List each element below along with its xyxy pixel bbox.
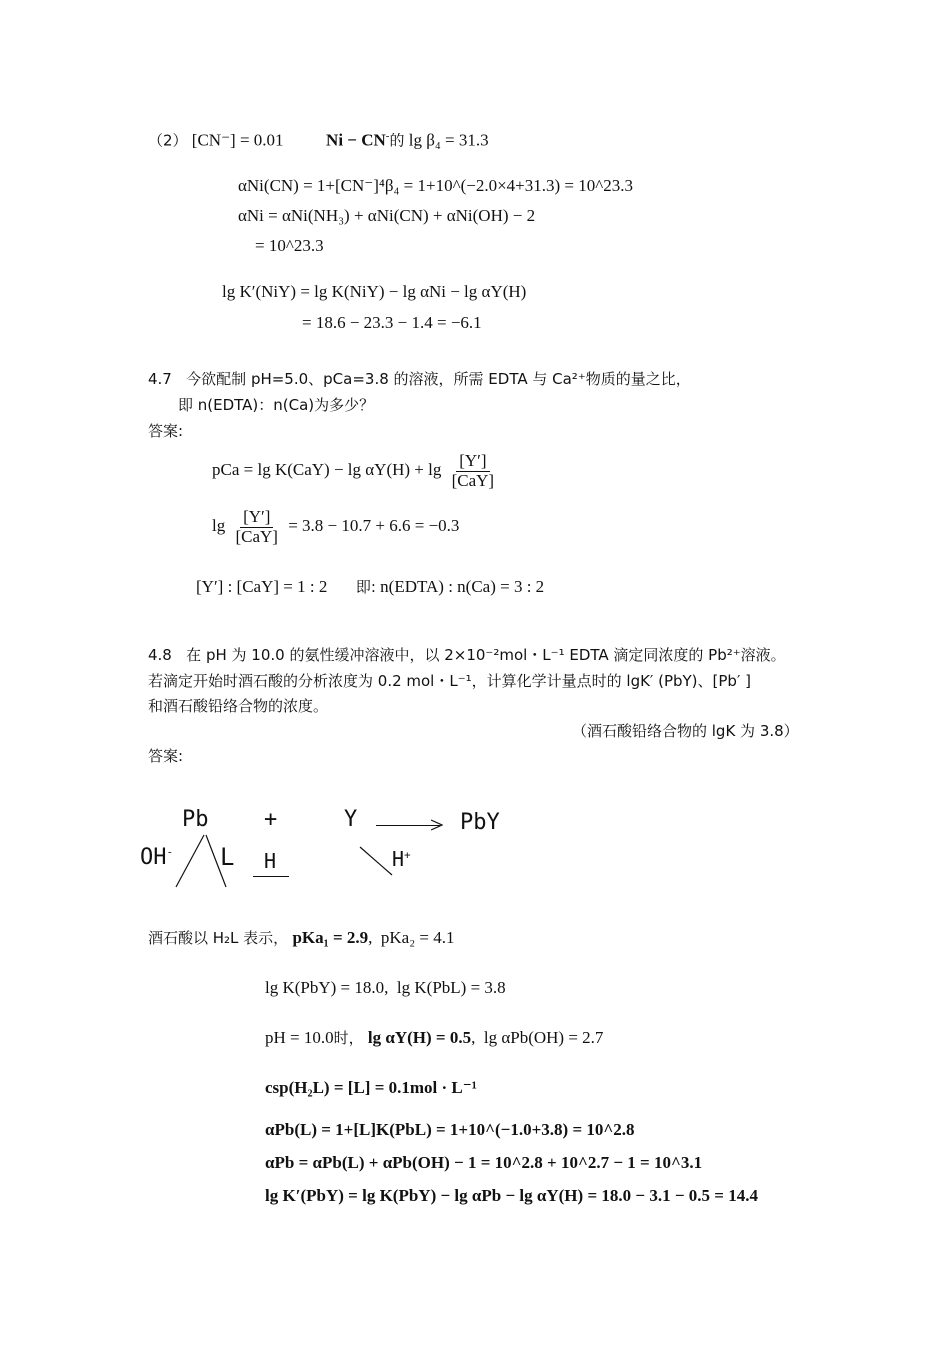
pca-lhs: pCa = lg K(CaY) − lg αY(H) + lg	[212, 460, 442, 480]
oh-text: OH	[140, 845, 167, 870]
lg-label: lg	[212, 516, 226, 536]
h-plus-text: H	[392, 847, 405, 871]
csp-equation: csp(H₂L) = [L] = 0.1mol · L⁻¹	[265, 1078, 477, 1097]
de-label: 的	[389, 131, 405, 150]
y-over-cay-fraction-2	[232, 508, 280, 546]
pka1-value: pKa₁ = 2.9	[292, 928, 369, 947]
h-plus-label	[392, 847, 411, 871]
question-4-8-line2: 若滴定开始时酒石酸的分析浓度为 0.2 mol・L⁻¹，计算化学计量点时的 lgK′ (PbY)、[Pb′ ]	[148, 672, 751, 690]
lg-alpha-pboh: lg αPb(OH) = 2.7	[483, 1028, 604, 1047]
tartaric-acid-line: 酒石酸以 H₂L 表示， pKa₁ = 2.9, pKa₂ = 4.1	[148, 928, 455, 947]
alpha-pbl-equation: αPb(L) = 1+[L]K(PbL) = 1+10^(−1.0+3.8) = 10^2.8	[265, 1120, 635, 1139]
ni-cn-sup: -	[385, 130, 390, 142]
ni-cn-label: Ni − CN	[326, 130, 386, 150]
y-cay-ratio: [Y′] : [CaY] = 1 : 2	[196, 577, 328, 596]
alpha-ni-sum-equation: αNi = αNi(NH₃) + αNi(CN) + αNi(OH) − 2	[238, 206, 536, 225]
part2-line1	[148, 130, 489, 151]
question-4-8-line1	[148, 646, 786, 664]
pca-equation	[212, 452, 500, 490]
alpha-ni-result: = 10^23.3	[255, 236, 324, 255]
ratio-line	[196, 577, 544, 597]
pby-label: PbY	[460, 810, 500, 835]
plus-sign: +	[264, 807, 278, 832]
oh-label	[140, 845, 173, 871]
lgk-niy-result: = 18.6 − 23.3 − 1.4 = −6.1	[302, 313, 482, 332]
oh-charge: -	[166, 845, 174, 859]
lgk-pbl: lg K(PbL) = 3.8	[396, 978, 506, 997]
answer-label-4-7: 答案:	[148, 422, 184, 440]
lgk-pby: lg K(PbY) = 18.0	[265, 978, 385, 997]
pb-label: Pb	[182, 807, 209, 832]
alpha-ni-cn-equation: αNi(CN) = 1+[CN⁻]⁴β₄ = 1+10^(−2.0×4+31.3) = 10^23.3	[238, 176, 633, 195]
answer-label-4-8: 答案:	[148, 747, 184, 765]
tartaric-intro: 酒石酸以 H₂L 表示，	[148, 929, 289, 947]
pka2-value: pKa₂ = 4.1	[380, 928, 455, 947]
ph-condition: pH = 10.0	[265, 1028, 334, 1047]
lg-ratio-equation	[212, 508, 459, 546]
fraction-denominator-2: [CaY]	[235, 526, 278, 546]
question-4-7-line1	[148, 370, 691, 388]
part2-label: （2）	[148, 131, 188, 150]
reaction-arrow-head	[431, 819, 443, 831]
lg-beta4: lg β₄ = 31.3	[408, 130, 489, 150]
alpha-pb-equation: αPb = αPb(L) + αPb(OH) − 1 = 10^2.8 + 10^2.7 − 1 = 10^3.1	[265, 1153, 703, 1172]
reaction-diagram	[140, 805, 520, 900]
lg-alpha-yh: lg αY(H) = 0.5	[367, 1028, 472, 1047]
fraction-numerator-2: [Y′]	[240, 508, 273, 528]
question-4-8-note: （酒石酸铅络合物的 lgK 为 3.8）	[572, 722, 799, 740]
question-4-8-line3: 和酒石酸铅络合物的浓度。	[148, 697, 329, 715]
question-4-7-text: 今欲配制 pH=5.0、pCa=3.8 的溶液，所需 EDTA 与 Ca²⁺物质的量之比，	[186, 370, 691, 388]
lg-ratio-result: = 3.8 − 10.7 + 6.6 = −0.3	[288, 516, 460, 536]
fraction-denominator: [CaY]	[451, 470, 495, 490]
h-plus-charge: +	[404, 848, 411, 862]
y-label: Y	[344, 807, 358, 832]
fraction-numerator: [Y′]	[456, 452, 489, 472]
lgk-pby-final-equation: lg K′(PbY) = lg K(PbY) − lg αPb − lg αY(H) = 18.0 − 3.1 − 0.5 = 14.4	[265, 1186, 758, 1205]
h-label: H	[264, 849, 277, 873]
question-4-7-line2: 即 n(EDTA)：n(Ca)为多少？	[178, 396, 375, 414]
question-4-8-text: 在 pH 为 10.0 的氨性缓冲溶液中，以 2×10⁻²mol・L⁻¹ EDTA 滴定同浓度的 Pb²⁺溶液。	[186, 646, 786, 664]
ji-label: 即:	[355, 578, 376, 596]
h-underline	[253, 876, 289, 877]
question-4-8-number: 4.8	[148, 646, 172, 664]
lgk-niy-equation: lg K′(NiY) = lg K(NiY) − lg αNi − lg αY(H)	[222, 282, 527, 301]
shi-label: 时，	[333, 1029, 364, 1047]
ph-condition-line: pH = 10.0时， lg αY(H) = 0.5, lg αPb(OH) = 2.7	[265, 1028, 604, 1047]
question-4-7-number: 4.7	[148, 370, 172, 388]
lgk-values-line: lg K(PbY) = 18.0, lg K(PbL) = 3.8	[265, 978, 506, 997]
y-over-cay-fraction	[449, 452, 497, 490]
l-label: L	[220, 843, 235, 871]
edta-ca-ratio: n(EDTA) : n(Ca) = 3 : 2	[380, 577, 545, 596]
cn-concentration: [CN⁻] = 0.01	[191, 130, 284, 150]
